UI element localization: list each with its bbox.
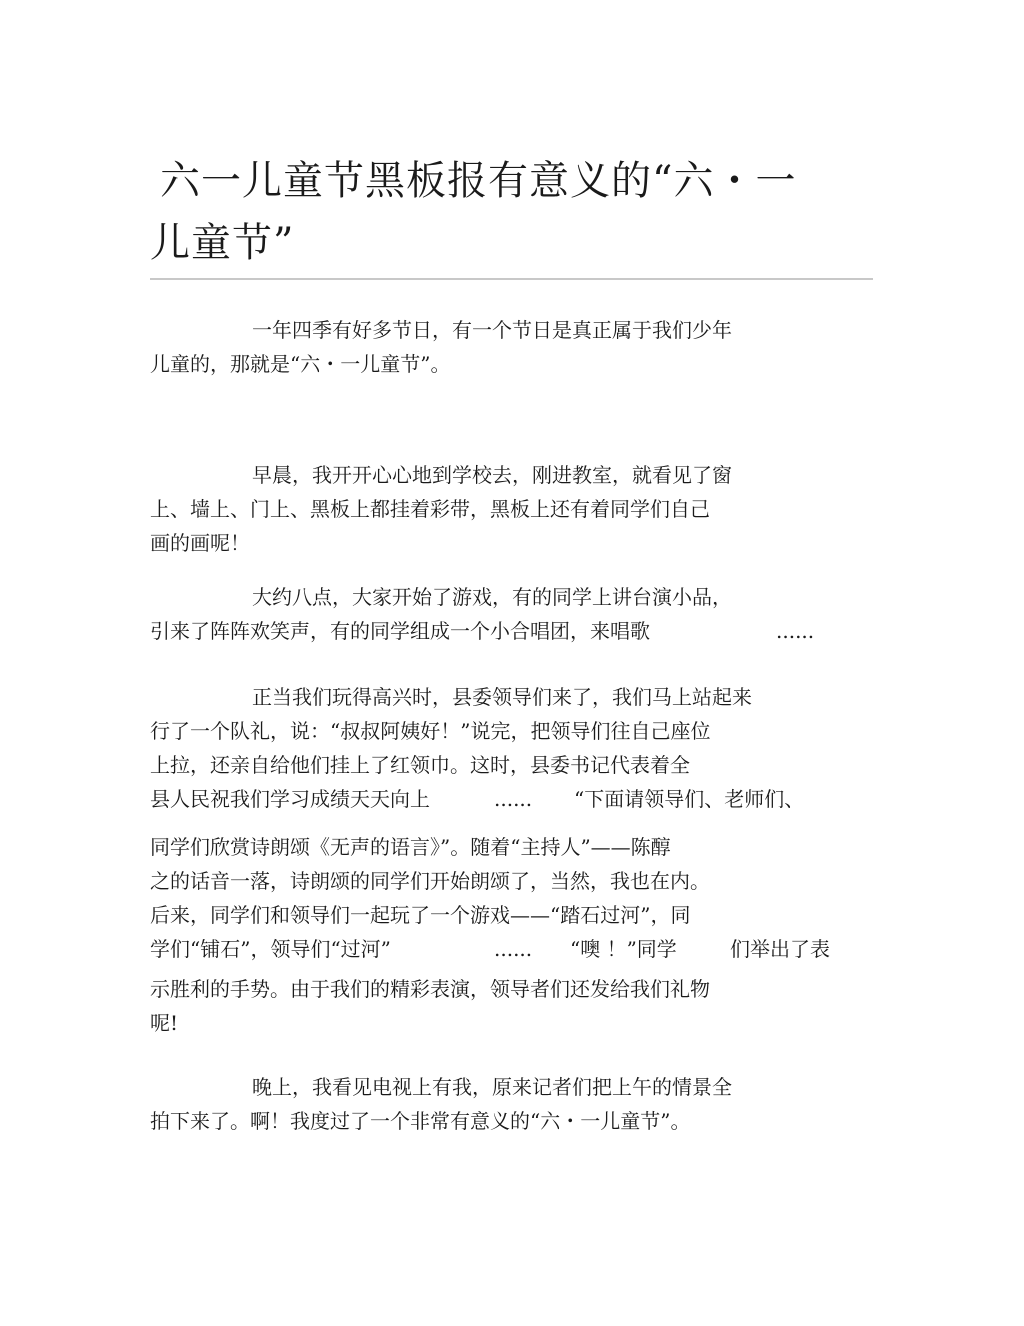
text-line: 呢!	[150, 1011, 179, 1035]
ellipsis: ......	[494, 937, 533, 961]
text-line	[150, 782, 850, 830]
paragraph-4	[150, 680, 850, 1040]
text-line: 正当我们玩得高兴时，县委领导们来了，我们马上站起来	[252, 685, 752, 709]
text-line: 早晨，我开开心心地到学校去，刚进教室，就看见了窗	[252, 463, 732, 487]
text-segment: “噢 ！”同学	[570, 937, 677, 961]
paragraph-5	[150, 1070, 850, 1138]
text-segment: 县人民祝我们学习成绩天天向上	[150, 787, 430, 811]
text-line: 画的画呢！	[150, 531, 250, 555]
text-line: 示胜利的手势。由于我们的精彩表演，领导者们还发给我们礼物	[150, 977, 710, 1001]
title-divider	[150, 278, 873, 280]
text-line: 行了一个队礼，说：“叔叔阿姨好！”说完，把领导们往自己座位	[150, 719, 711, 743]
text-line: 拍下来了。啊！我度过了一个非常有意义的“六・一儿童节”。	[150, 1109, 691, 1133]
text-line: 晚上，我看见电视上有我，原来记者们把上午的情景全	[252, 1075, 732, 1099]
text-segment: 引来了阵阵欢笑声，有的同学组成一个小合唱团，来唱歌	[150, 619, 650, 643]
text-line: 儿童的，那就是“六・一儿童节”。	[150, 352, 451, 376]
text-line: 上拉，还亲自给他们挂上了红领巾。这时，县委书记代表着全	[150, 753, 690, 777]
title-line: 六一儿童节黑板报有意义的“六・一	[160, 158, 797, 204]
paragraph-3	[150, 580, 850, 650]
text-line	[150, 614, 850, 650]
text-segment: “下面请领导们、老师们、	[574, 787, 805, 811]
paragraph-1	[150, 313, 850, 381]
text-line: 同学们欣赏诗朗颂《无声的语言》”。随着“主持人”——陈醇	[150, 835, 671, 859]
text-line: 后来，同学们和领导们一起玩了一个游戏——“踏石过河”，同	[150, 903, 691, 927]
text-segment: 学们“铺石”，领导们“过河”	[150, 937, 391, 961]
ellipsis: ......	[776, 619, 815, 643]
document-title	[150, 150, 850, 274]
text-line	[150, 932, 850, 972]
text-line: 之的话音一落，诗朗颂的同学们开始朗颂了，当然，我也在内。	[150, 869, 710, 893]
ellipsis: ......	[494, 787, 533, 811]
text-segment: 们举出了表	[730, 937, 830, 961]
paragraph-2	[150, 458, 850, 560]
text-line: 一年四季有好多节日，有一个节日是真正属于我们少年	[252, 318, 732, 342]
text-line: 上、墙上、门上、黑板上都挂着彩带，黑板上还有着同学们自己	[150, 497, 710, 521]
title-line: 儿童节”	[150, 220, 295, 266]
text-line: 大约八点，大家开始了游戏，有的同学上讲台演小品，	[252, 585, 732, 609]
